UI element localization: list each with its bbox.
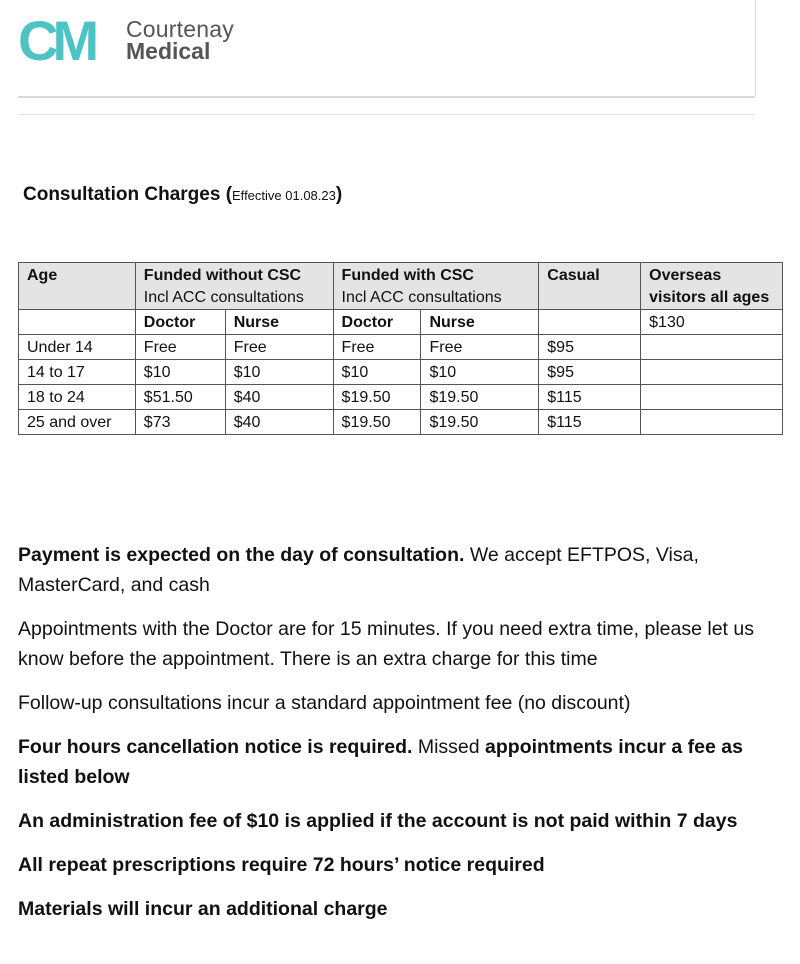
fee-cell: $115	[539, 410, 641, 435]
header-funded-without-csc: Funded without CSC Incl ACC consultations	[135, 263, 333, 310]
fee-cell: $19.50	[333, 385, 421, 410]
table-row	[19, 385, 783, 410]
fee-cell: $95	[539, 335, 641, 360]
svg-text:CM: CM	[18, 14, 94, 66]
table-subheader-row	[19, 310, 783, 335]
overseas-fee: $130	[641, 310, 783, 335]
table-row	[19, 335, 783, 360]
header-age: Age	[19, 263, 136, 310]
empty-cell	[641, 385, 783, 410]
fee-cell: $19.50	[421, 410, 539, 435]
fee-cell: $10	[333, 360, 421, 385]
fee-cell: $40	[225, 410, 333, 435]
subheader-empty	[19, 310, 136, 335]
cancellation-note: Four hours cancellation notice is required. Missed appointments incur a fee as listed below	[18, 736, 743, 788]
fee-cell: $10	[225, 360, 333, 385]
appointment-length-note: Appointments with the Doctor are for 15 minutes. If you need extra time, please let us know before the appointment. There is an extra charge for this time	[18, 618, 754, 670]
header-funded-with-csc: Funded with CSC Incl ACC consultations	[333, 263, 539, 310]
subheader-nurse: Nurse	[421, 310, 539, 335]
age-cell: 14 to 17	[19, 360, 136, 385]
fee-cell: Free	[333, 335, 421, 360]
policy-notes	[18, 540, 788, 938]
consultation-fees-table	[18, 262, 783, 435]
fee-cell: $10	[135, 360, 225, 385]
repeat-prescription-note: All repeat prescriptions require 72 hours’ notice required	[18, 854, 545, 876]
fee-cell: $19.50	[333, 410, 421, 435]
header-divider-secondary	[18, 114, 755, 115]
age-cell: 18 to 24	[19, 385, 136, 410]
effective-date: Effective 01.08.23	[232, 188, 336, 203]
page-title: Consultation Charges (Effective 01.08.23)	[23, 184, 343, 205]
cm-logo-icon	[18, 14, 118, 66]
subheader-nurse: Nurse	[225, 310, 333, 335]
age-cell: 25 and over	[19, 410, 136, 435]
courtenay-medical-logo	[18, 14, 234, 66]
header-casual: Casual	[539, 263, 641, 310]
fee-cell: $10	[421, 360, 539, 385]
subheader-doctor: Doctor	[135, 310, 225, 335]
empty-cell	[641, 360, 783, 385]
fee-cell: $115	[539, 385, 641, 410]
header-divider	[18, 96, 755, 98]
fee-cell: Free	[421, 335, 539, 360]
header-overseas: Overseas visitors all ages	[641, 263, 783, 310]
logo-line1: Courtenay	[126, 16, 234, 42]
fee-cell: $51.50	[135, 385, 225, 410]
empty-cell	[641, 410, 783, 435]
fee-cell: Free	[135, 335, 225, 360]
table-header-row	[19, 263, 783, 310]
fee-cell: $73	[135, 410, 225, 435]
fee-cell: $95	[539, 360, 641, 385]
fee-cell: $19.50	[421, 385, 539, 410]
admin-fee-note: An administration fee of $10 is applied if the account is not paid within 7 days	[18, 810, 738, 832]
empty-cell	[641, 335, 783, 360]
table-row	[19, 410, 783, 435]
title-main: Consultation Charges	[23, 184, 221, 205]
fee-cell: Free	[225, 335, 333, 360]
page-header	[0, 0, 756, 96]
followup-note: Follow-up consultations incur a standard appointment fee (no discount)	[18, 692, 631, 714]
subheader-empty	[539, 310, 641, 335]
payment-note: Payment is expected on the day of consultation. We accept EFTPOS, Visa, MasterCard, and cash	[18, 544, 699, 596]
age-cell: Under 14	[19, 335, 136, 360]
table-row	[19, 360, 783, 385]
fee-cell: $40	[225, 385, 333, 410]
logo-line2: Medical	[126, 38, 211, 64]
subheader-doctor: Doctor	[333, 310, 421, 335]
materials-note: Materials will incur an additional charge	[18, 898, 388, 920]
